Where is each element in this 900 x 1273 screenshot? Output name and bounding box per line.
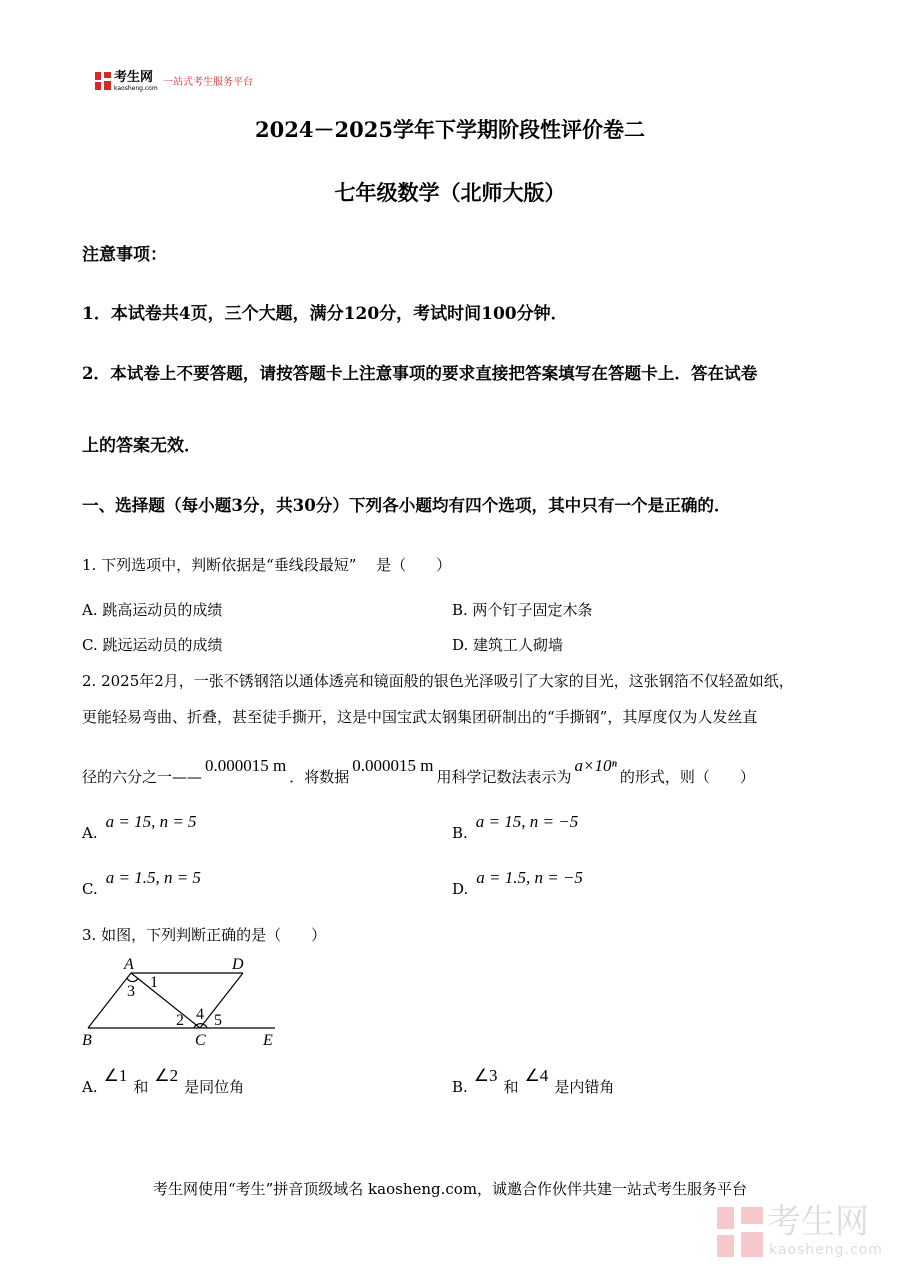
q3-option-a-and: 和 — [133, 1078, 149, 1096]
point-e-label: E — [263, 1032, 273, 1049]
point-b-label: B — [82, 1032, 92, 1049]
q3-stem: 3. 如图，下列判断正确的是（ ） — [82, 926, 327, 944]
q2-option-c-label: C. — [82, 880, 98, 898]
angle-5-label: 5 — [214, 1012, 222, 1029]
q2-option-d: a = 1.5, n = −5 — [476, 867, 583, 887]
q2-option-a-row — [82, 806, 197, 842]
exam-title: 2024－2025学年下学期阶段性评价卷二 — [255, 117, 645, 142]
q2-number-2: 0.000015 m — [352, 755, 434, 775]
angle-arc-a — [127, 978, 138, 982]
watermark-mark-icon — [717, 1207, 763, 1257]
q1-option-a: A. 跳高运动员的成绩 — [82, 601, 223, 619]
logo-mark-icon — [95, 72, 111, 90]
q3-option-b-label: B. — [452, 1078, 468, 1096]
q1-option-b: B. 两个钉子固定木条 — [452, 601, 593, 619]
angle-2-label: 2 — [176, 1012, 184, 1029]
notice-heading: 注意事项： — [82, 245, 167, 265]
watermark-domain: kaosheng.com — [769, 1242, 883, 1258]
q2-line3b: ．将数据 — [289, 768, 350, 786]
q2-expression: a×10ⁿ — [574, 755, 617, 775]
q2-option-d-label: D. — [452, 880, 469, 898]
point-a-label: A — [124, 956, 134, 973]
q3-option-a-text: 是同位角 — [184, 1078, 245, 1096]
q3-option-b-angle1: ∠3 — [473, 1065, 498, 1085]
q2-line1: 2. 2025年2月，一张不锈钢箔以通体透亮和镜面般的银色光泽吸引了大家的目光，这张钢箔不仅轻盈如纸， — [82, 672, 794, 690]
angle-4-label: 4 — [196, 1006, 204, 1023]
notice-item-2: 2．本试卷上不要答题，请按答题卡上注意事项的要求直接把答案填写在答题卡上．答在试卷 — [82, 363, 758, 383]
q3-figure — [70, 950, 290, 1050]
q2-line3a: 径的六分之一—— — [82, 768, 203, 786]
exam-subtitle: 七年级数学（北师大版） — [334, 180, 566, 205]
point-c-label: C — [195, 1032, 206, 1049]
kaosheng-logo — [95, 70, 158, 92]
line-ac — [131, 973, 200, 1028]
line-ab — [88, 973, 131, 1028]
logo-domain: kaosheng.com — [114, 85, 158, 92]
q2-option-a-label: A. — [82, 824, 98, 842]
notice-item-1: 1．本试卷共4页，三个大题，满分120分，考试时间100分钟． — [82, 304, 568, 324]
q2-option-b-row — [452, 806, 578, 842]
q2-option-a: a = 15, n = 5 — [105, 811, 197, 831]
notice-item-2-cont: 上的答案无效． — [82, 436, 201, 456]
slogan: 一站式考生服务平台 — [163, 77, 253, 88]
q3-option-b-text: 是内错角 — [554, 1078, 615, 1096]
q1-option-c: C. 跳远运动员的成绩 — [82, 636, 223, 654]
q2-number-1: 0.000015 m — [205, 755, 287, 775]
q2-option-c: a = 1.5, n = 5 — [105, 867, 201, 887]
angle-3-label: 3 — [127, 983, 135, 1000]
angle-1-label: 1 — [150, 974, 158, 991]
q2-line3 — [82, 752, 755, 786]
q2-option-b-label: B. — [452, 824, 468, 842]
q3-option-a-angle1: ∠1 — [103, 1065, 128, 1085]
section-heading: 一、选择题（每小题3分，共30分）下列各小题均有四个选项，其中只有一个是正确的． — [82, 495, 731, 515]
q2-line2: 更能轻易弯曲、折叠，甚至徒手撕开，这是中国宝武太钢集团研制出的“手撕钢”，其厚度仅为人发丝直 — [82, 708, 758, 726]
q3-option-a — [82, 1060, 244, 1096]
footer-text: 考生网使用“考生”拼音顶级域名 kaosheng.com，诚邀合作伙伴共建一站式考生服务平台 — [152, 1180, 748, 1198]
q3-option-b-angle2: ∠4 — [524, 1065, 549, 1085]
q2-line3d: 的形式，则（ ） — [619, 768, 755, 786]
q2-option-c-row — [82, 862, 201, 898]
watermark-name: 考生网 — [767, 1202, 869, 1242]
point-d-label: D — [232, 956, 244, 973]
q3-option-a-angle2: ∠2 — [154, 1065, 179, 1085]
q3-option-b — [452, 1060, 614, 1096]
q3-option-b-and: 和 — [503, 1078, 519, 1096]
q1-stem: 1. 下列选项中，判断依据是“垂线段最短” 是（ ） — [82, 556, 452, 574]
q2-line3c: 用科学记数法表示为 — [436, 768, 572, 786]
q3-option-a-label: A. — [82, 1078, 98, 1096]
q1-option-d: D. 建筑工人砌墙 — [452, 636, 564, 654]
q2-option-d-row — [452, 862, 583, 898]
q2-option-b: a = 15, n = −5 — [475, 811, 579, 831]
watermark-logo — [717, 1202, 887, 1262]
logo-name: 考生网 — [114, 70, 154, 85]
